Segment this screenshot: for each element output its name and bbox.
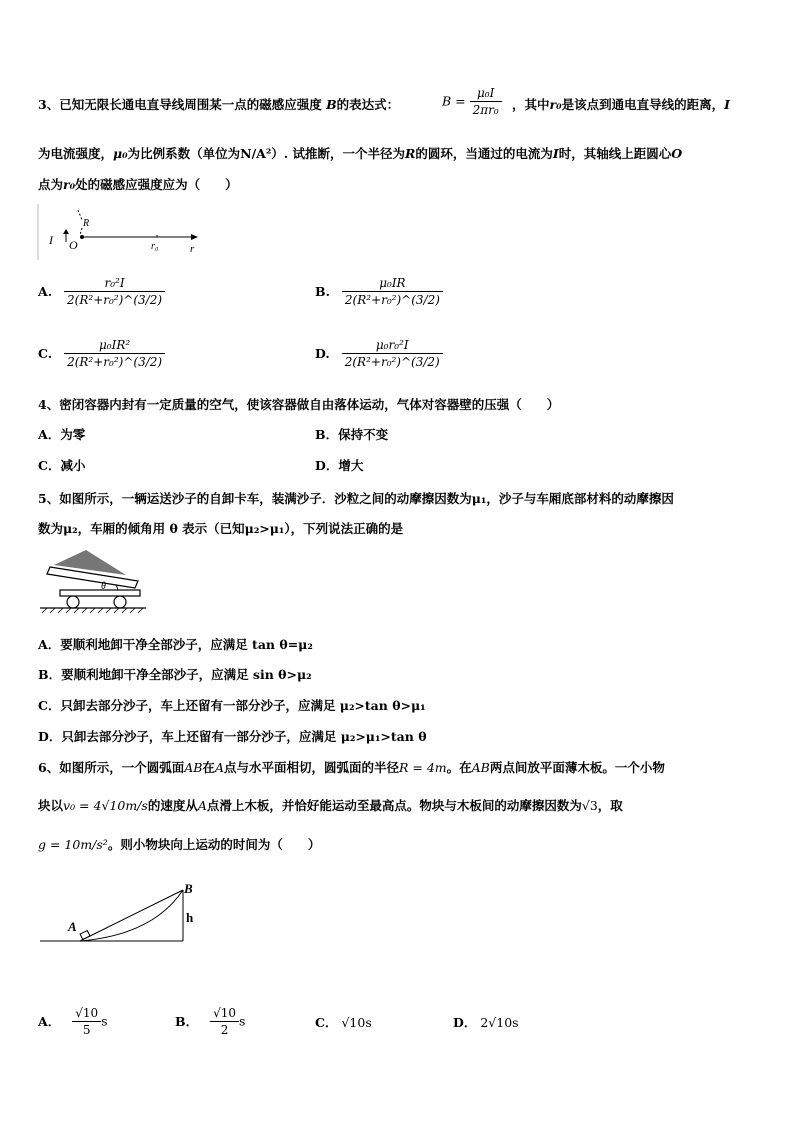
q5-option-c[interactable]: C．只卸去部分沙子，车上还留有一部分沙子，应满足 μ₂>tan θ>μ₁ — [38, 698, 426, 713]
q4-option-c[interactable]: C．减小 — [38, 458, 86, 473]
q5-fig-theta: θ — [101, 581, 106, 592]
q3-option-d[interactable]: D. $\frac{\text{μ₀r₀²I}}{\text{2(R²+r₀²)\textasciicircum{}(3/2)}}$ — [315, 338, 443, 369]
q6-line3: g = 10m/s²。则小物块向上运动的时间为（ ） — [38, 837, 321, 852]
q5-option-d[interactable]: D．只卸去部分沙子，车上还留有一部分沙子，应满足 μ₂>μ₁>tan θ — [38, 729, 427, 744]
q3-fig-label-R: R — [83, 218, 90, 229]
q3-formula: B = $\frac{\text{μ₀I}}{\text{2πr₀}}$ — [442, 86, 502, 117]
q3-line2: 为电流强度，μ₀为比例系数（单位为N/A²）. 试推断，一个半径为R的圆环，当通过的电流为I时，其轴线上距圆心O — [38, 146, 683, 161]
q3-fig-label-r: r — [190, 243, 195, 255]
q3-fig-label-I: I — [49, 233, 53, 247]
q4-option-b[interactable]: B．保持不变 — [315, 427, 389, 442]
q6-fig-label-h: h — [186, 910, 194, 925]
q6-option-b[interactable]: B． $\frac{√10}{2}$ s — [175, 1006, 246, 1037]
q6-incline-figure — [38, 880, 208, 946]
q6-line2: 块以v₀ = 4√10m/s的速度从A点滑上木板，并恰好能运动至最高点。物块与木板间的动摩擦因数为√3，取 — [38, 798, 623, 813]
q6-fig-label-A: A — [68, 919, 77, 934]
q5-truck-figure — [38, 545, 148, 617]
q6-option-a[interactable]: A． $\frac{√10}{5}$ s — [38, 1006, 108, 1037]
q3-formula-fraction: $\frac{\text{μ₀I}}{\text{2πr₀}}$ — [470, 86, 502, 117]
q6-option-d[interactable]: D． 2√10s — [453, 1015, 519, 1030]
q4-text: 4、密闭容器内封有一定质量的空气，使该容器做自由落体运动，气体对容器壁的压强（ ） — [38, 397, 560, 412]
q3-line1-cont: ，其中r₀是该点到通电直导线的距离，I — [512, 97, 730, 112]
q3-fig-label-O: O — [69, 238, 78, 252]
q3-option-a[interactable]: A. $\frac{\text{r₀²I}}{\text{2(R²+r₀²)\textasciicircum{}(3/2)}}$ — [38, 276, 165, 307]
q3-option-c[interactable]: C. $\frac{\text{μ₀IR²}}{\text{2(R²+r₀²)\textasciicircum{}(3/2)}}$ — [38, 338, 165, 369]
q6-line1: 6、如图所示，一个圆弧面AB在A点与水平面相切，圆弧面的半径R = 4m。在AB两点间放平面薄木板。一个小物 — [38, 760, 665, 775]
q3-line1: 3、已知无限长通电直导线周围某一点的磁感应强度 B的表达式： — [38, 97, 400, 112]
q4-option-d[interactable]: D．增大 — [315, 458, 364, 473]
q3-option-b[interactable]: B. $\frac{\text{μ₀IR}}{\text{2(R²+r₀²)\textasciicircum{}(3/2)}}$ — [315, 276, 443, 307]
q3-figure — [36, 202, 206, 262]
q5-option-a[interactable]: A．要顺利地卸干净全部沙子，应满足 tan θ=μ₂ — [38, 637, 313, 652]
q4-option-a[interactable]: A．为零 — [38, 427, 86, 442]
q5-line2: 数为μ₂，车厢的倾角用 θ 表示（已知μ₂>μ₁），下列说法正确的是 — [38, 521, 404, 536]
q6-option-c[interactable]: C． √10s — [315, 1015, 372, 1030]
q5-line1: 5、如图所示，一辆运送沙子的自卸卡车，装满沙子．沙粒之间的动摩擦因数为μ₁，沙子与车厢底部材料的动摩擦因 — [38, 491, 674, 506]
q5-option-b[interactable]: B．要顺利地卸干净全部沙子，应满足 sin θ>μ₂ — [38, 667, 312, 682]
q3-line3: 点为r₀处的磁感应强度应为（ ） — [38, 177, 238, 192]
q3-fig-label-r0: r₀ — [151, 241, 159, 252]
q6-fig-label-B: B — [184, 881, 193, 896]
